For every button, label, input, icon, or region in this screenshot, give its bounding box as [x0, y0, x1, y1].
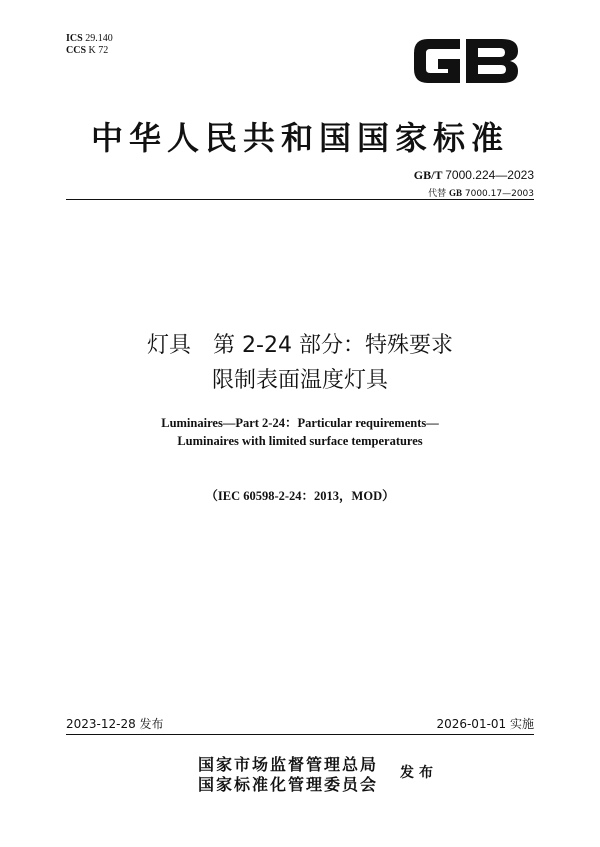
ics-code — [66, 33, 113, 45]
implementation-date: 2026-01-01 实施 — [436, 717, 534, 731]
issue-date: 2023-12-28 发布 — [66, 717, 164, 731]
gb-emblem-icon — [410, 33, 522, 89]
ccs-code — [66, 45, 108, 57]
standard-number-prefix: GB/T — [413, 168, 443, 182]
title-en-line1: Luminaires—Part 2-24：Particular requirements— — [161, 416, 439, 430]
ccs-label: CCS — [66, 45, 87, 56]
iec-equivalence: （IEC 60598-2-24：2013，MOD） — [205, 489, 395, 503]
standard-number-value: 7000.224—2023 — [445, 168, 534, 182]
ccs-value: K 72 — [88, 45, 109, 56]
replaces-number: 7000.17—2003 — [464, 189, 534, 199]
standard-number — [414, 168, 534, 183]
title-zh-line1: 灯具 第 2-24 部分：特殊要求 — [147, 333, 453, 358]
top-divider — [66, 199, 534, 200]
ics-label: ICS — [66, 33, 83, 44]
issuer-samr: 国家市场监督管理总局 — [198, 755, 379, 774]
bottom-divider — [66, 734, 534, 735]
title-en-line2: Luminaires with limited surface temperatures — [177, 434, 423, 448]
ics-value: 29.140 — [85, 33, 113, 44]
replaces-note — [428, 186, 534, 199]
standard-name: 中华人民共和国国家标准 — [90, 119, 509, 157]
title-zh-line2: 限制表面温度灯具 — [211, 368, 388, 393]
issuer-sac: 国家标准化管理委员会 — [198, 775, 379, 794]
replaces-prefix: GB — [448, 188, 462, 198]
replaces-label: 代替 — [428, 189, 447, 199]
issue-verb: 发布 — [400, 765, 438, 781]
